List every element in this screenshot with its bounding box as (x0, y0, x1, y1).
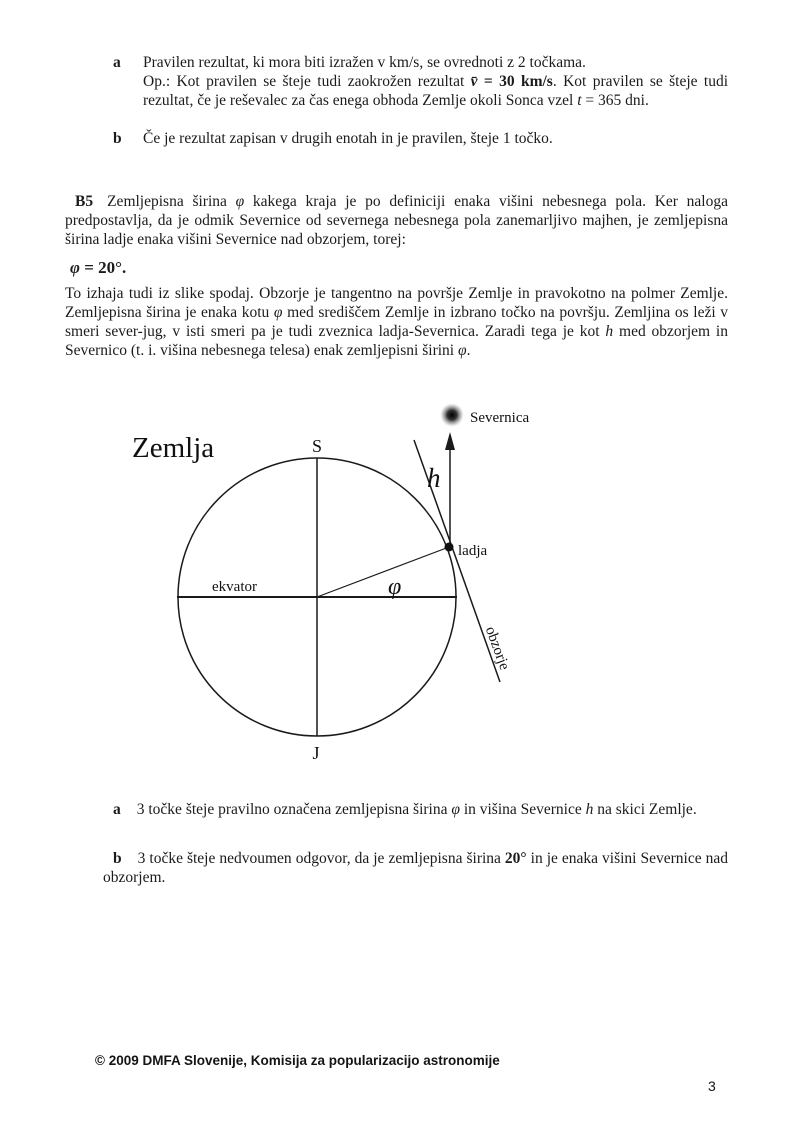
north-star-arrowhead (445, 432, 455, 450)
label-south: J (312, 743, 320, 763)
grading-item-a-top (113, 53, 728, 110)
grading-item-b-top (113, 129, 728, 148)
label-height: h (427, 463, 441, 493)
item-letter: b (113, 850, 122, 867)
item-body (143, 53, 728, 110)
ship-dot (445, 543, 454, 552)
label-phi: φ (388, 574, 402, 600)
grading-item-b-bottom (103, 849, 728, 887)
earth-diagram-svg (115, 398, 555, 773)
item-line: Če je rezultat zapisan v drugih enotah in je pravilen, šteje 1 točko. (143, 130, 553, 147)
label-horizon: obzorje (481, 624, 513, 673)
earth-figure (115, 398, 555, 773)
north-star-icon (440, 403, 464, 427)
item-text: 3 točke šteje nedvoumen odgovor, da je zemljepisna širina 20° in je enaka višini Severnice nad obzorjem. (103, 850, 728, 886)
footer-copyright: © 2009 DMFA Slovenije, Komisija za popularizacijo astronomije (95, 1053, 500, 1068)
page-number: 3 (708, 1078, 716, 1094)
item-text: 3 točke šteje pravilno označena zemljepisna širina φ in višina Severnice h na skici Zemlje. (136, 801, 697, 818)
solution-paragraph-1 (65, 192, 728, 249)
item-body (143, 129, 728, 148)
label-ship: ladja (458, 543, 488, 559)
paragraph-text: Zemljepisna širina φ kakega kraja je po definiciji enaka višini nebesnega pola. Ker naloga predpostavlja, da je odmik Severnice od severnega nebesnega pola zanemarljivo majhen, je zemljepisna širina ladje enaka višini Severnice nad obzorjem, torej: (65, 193, 728, 248)
item-note: Op.: Kot pravilen se šteje tudi zaokrožen rezultat v̄ = 30 km/s. Kot pravilen se šteje tudi rezultat, če je reševalec za čas enega obhoda Zemlje okoli Sonca vzel t = 365 dni. (143, 73, 728, 109)
result-line: φ = 20°. (70, 258, 127, 277)
label-north-star: Severnica (470, 410, 530, 426)
item-letter: b (113, 130, 122, 147)
item-letter: a (113, 54, 121, 71)
solution-paragraph-2: To izhaja tudi iz slike spodaj. Obzorje je tangentno na površje Zemlje in pravokotno na polmer Zemlje. Zemljepisna širina je enaka kotu φ med središčem Zemlje in izbrano točko na površju. Zemljina os leži v smeri sever-jug, v isti smeri pa je tudi zveznica ladja-Severnica. Zaradi tega je kot h med obzorjem in Severnico (t. i. višina nebesnega telesa) enak zemljepisni širini φ. (65, 285, 728, 359)
grading-item-a-bottom (103, 800, 728, 819)
label-north: S (311, 436, 323, 456)
item-letter: a (113, 801, 121, 818)
latitude-radius-line (317, 547, 449, 597)
label-equator: ekvator (212, 579, 257, 595)
item-line: Pravilen rezultat, ki mora biti izražen v km/s, se ovrednoti z 2 točkama. (143, 54, 586, 71)
problem-tag: B5 (75, 193, 94, 210)
figure-title: Zemlja (132, 432, 215, 464)
